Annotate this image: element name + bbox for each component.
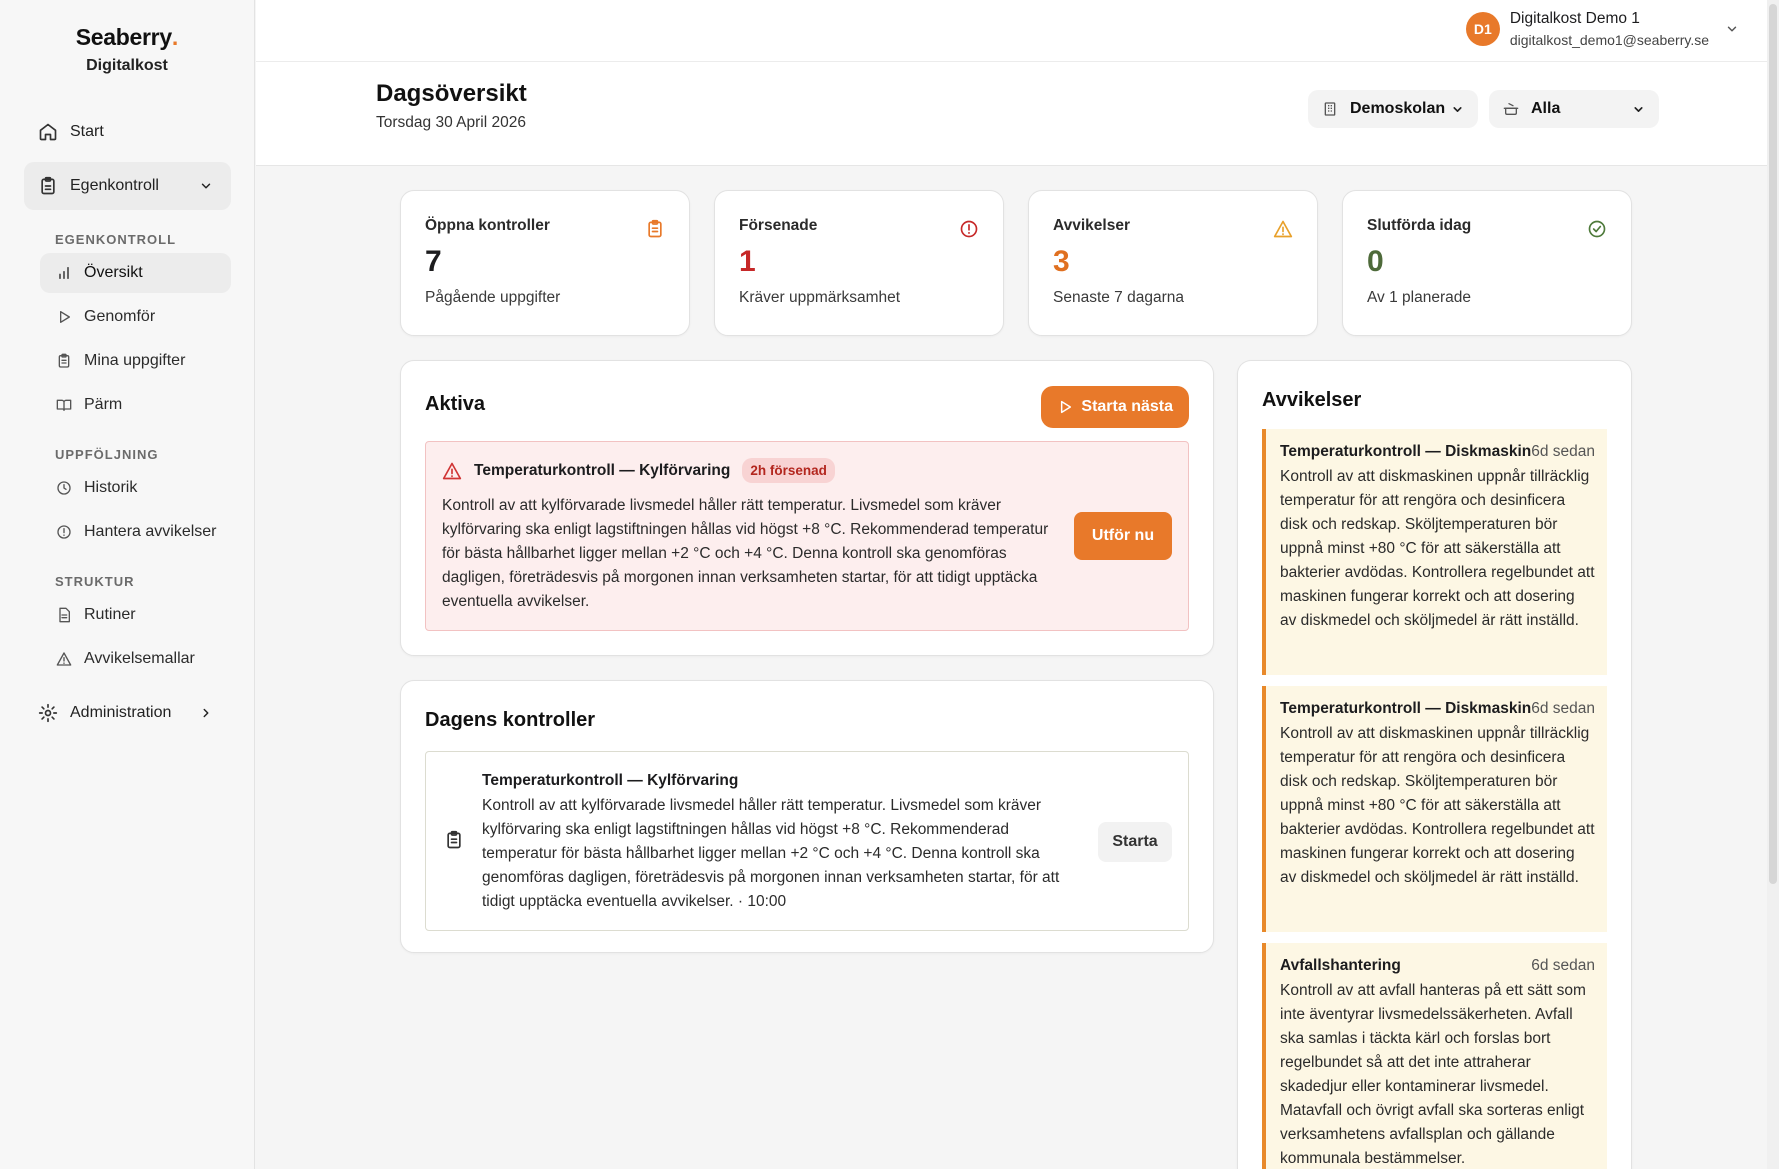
sidebar-item-genomfor[interactable] xyxy=(40,297,231,337)
stat-value: 3 xyxy=(1053,245,1070,278)
clock-icon xyxy=(56,480,72,496)
active-section xyxy=(400,360,1214,656)
scrollbar-thumb[interactable] xyxy=(1769,4,1777,884)
nav-section-egenkontroll: EGENKONTROLL xyxy=(55,232,177,247)
sidebar-item-label: Administration xyxy=(70,704,172,721)
page-title: Dagsöversikt xyxy=(376,80,527,107)
sidebar-item-label: Avvikelsemallar xyxy=(84,650,195,667)
deviation-title: Temperaturkontroll — Diskmaskin xyxy=(1280,443,1532,460)
chevron-down-icon xyxy=(1451,103,1464,116)
deviation-time: 6d sedan xyxy=(1531,700,1595,717)
todays-controls-section xyxy=(400,680,1214,953)
sidebar-item-oversikt[interactable] xyxy=(40,253,231,293)
scrollbar[interactable] xyxy=(1767,0,1779,1169)
topbar xyxy=(256,0,1779,62)
bar-chart-icon xyxy=(56,265,72,281)
stat-card-deviations xyxy=(1028,190,1318,336)
clipboard-icon xyxy=(645,219,665,239)
overdue-task-card xyxy=(425,441,1189,631)
page-date: Torsdag 30 April 2026 xyxy=(376,114,526,131)
stat-label: Slutförda idag xyxy=(1367,217,1472,234)
check-circle-icon xyxy=(1587,219,1607,239)
user-menu[interactable] xyxy=(1466,10,1739,48)
sidebar-item-label: Översikt xyxy=(84,264,143,281)
stat-card-overdue xyxy=(714,190,1004,336)
sidebar-item-egenkontroll[interactable] xyxy=(24,162,231,210)
overdue-task-description: Kontroll av att kylförvarade livsmedel håller rätt temperatur. Livsmedel som kräver kylförvaring ska enligt lagstiftningen hållas vid högst +8 °C. Rekommenderad temperatur för bästa hållbarhet ligger mellan +2 °C och +4 °C. Denna kontroll ska genomföras dagligen, företrädesvis på morgonen innan verksamheten startar, för att tidigt upptäcka eventuella avvikelser. xyxy=(442,497,1049,610)
sidebar-item-historik[interactable] xyxy=(40,468,231,508)
chevron-down-icon xyxy=(1632,103,1645,116)
section-title: Aktiva xyxy=(425,393,486,415)
gear-icon xyxy=(38,703,58,723)
stat-subtitle: Av 1 planerade xyxy=(1367,289,1471,306)
section-title: Dagens kontroller xyxy=(425,709,596,731)
sidebar-item-avvikelsemallar[interactable] xyxy=(40,639,231,679)
warning-icon xyxy=(442,461,462,481)
stat-subtitle: Pågående uppgifter xyxy=(425,289,561,306)
sidebar-item-label: Historik xyxy=(84,479,138,496)
deviation-item[interactable] xyxy=(1262,686,1607,932)
section-title: Avvikelser xyxy=(1262,389,1362,411)
alert-circle-icon xyxy=(959,219,979,239)
brand-subtitle: Digitalkost xyxy=(86,57,168,74)
user-name: Digitalkost Demo 1 xyxy=(1509,10,1640,27)
cooking-pot-icon xyxy=(1503,101,1519,117)
chevron-right-icon xyxy=(199,706,213,720)
clipboard-list-icon xyxy=(56,353,72,369)
stat-value: 7 xyxy=(425,245,442,278)
kitchen-select[interactable] xyxy=(1489,90,1659,128)
brand[interactable] xyxy=(0,0,254,75)
overdue-badge: 2h försenad xyxy=(742,458,835,483)
sidebar-item-start[interactable] xyxy=(24,112,231,152)
book-open-icon xyxy=(56,397,72,413)
sidebar-item-label: Egenkontroll xyxy=(70,177,159,194)
building-icon xyxy=(1322,101,1338,117)
school-select[interactable] xyxy=(1308,90,1478,128)
deviation-time: 6d sedan xyxy=(1531,443,1595,460)
warning-icon xyxy=(1273,219,1293,239)
stat-subtitle: Kräver uppmärksamhet xyxy=(739,289,901,306)
user-email: digitalkost_demo1@seaberry.se xyxy=(1509,32,1709,48)
stat-label: Försenade xyxy=(739,217,818,234)
sidebar-item-label: Start xyxy=(70,123,104,140)
deviation-item[interactable] xyxy=(1262,429,1607,675)
deviation-title: Temperaturkontroll — Diskmaskin xyxy=(1280,700,1532,717)
deviation-description: Kontroll av att diskmaskinen uppnår tillräcklig temperatur för att rengöra och desinficera disk och redskap. Sköljtemperaturen bör uppnå minst +80 °C för att säkerställa att bakterier avdödas. Kontrollera regelbundet att maskinen fungerar korrekt och att dosering av diskmedel och sköljmedel är rätt inställd. xyxy=(1280,725,1595,886)
stat-card-completed xyxy=(1342,190,1632,336)
sidebar-item-administration[interactable] xyxy=(24,693,231,733)
warning-icon xyxy=(56,651,72,667)
nav-section-struktur: STRUKTUR xyxy=(55,574,135,589)
stat-subtitle: Senaste 7 dagarna xyxy=(1053,289,1184,306)
sidebar xyxy=(0,0,255,1169)
sidebar-item-label: Rutiner xyxy=(84,606,136,623)
deviation-item[interactable] xyxy=(1262,943,1607,1169)
deviations-panel xyxy=(1237,360,1632,1169)
deviation-time: 6d sedan xyxy=(1531,957,1595,974)
kitchen-select-value: Alla xyxy=(1531,100,1561,117)
avatar: D1 xyxy=(1466,12,1500,46)
brand-name: Seaberry xyxy=(75,24,172,50)
task-description: Kontroll av att kylförvarade livsmedel håller rätt temperatur. Livsmedel som kräver kylförvaring ska enligt lagstiftningen hållas vid högst +8 °C. Rekommenderad temperatur för bästa hållbarhet ligger mellan +2 °C och +4 °C. Denna kontroll ska genomföras dagligen, företrädesvis på morgonen innan verksamheten startar, för att tidigt upptäcka eventuella avvikelser. · 10:00 xyxy=(482,797,1060,910)
deviation-title: Avfallshantering xyxy=(1280,957,1401,974)
page-header xyxy=(256,62,1779,166)
start-next-label: Starta nästa xyxy=(1081,398,1173,415)
list-item[interactable] xyxy=(425,751,1189,931)
task-title: Temperaturkontroll — Kylförvaring xyxy=(482,772,739,789)
chevron-down-icon xyxy=(199,179,213,193)
chevron-down-icon xyxy=(1725,22,1739,36)
perform-now-button[interactable]: Utför nu xyxy=(1074,512,1172,560)
school-select-value: Demoskolan xyxy=(1350,100,1446,117)
stat-card-open xyxy=(400,190,690,336)
alert-circle-icon xyxy=(56,524,72,540)
deviation-description: Kontroll av att diskmaskinen uppnår tillräcklig temperatur för att rengöra och desinficera disk och redskap. Sköljtemperaturen bör uppnå minst +80 °C för att säkerställa att bakterier avdödas. Kontrollera regelbundet att maskinen fungerar korrekt och att dosering av diskmedel och sköljmedel är rätt inställd. xyxy=(1280,468,1595,629)
sidebar-item-rutiner[interactable] xyxy=(40,595,231,635)
stat-label: Öppna kontroller xyxy=(425,217,550,234)
stat-label: Avvikelser xyxy=(1053,217,1130,234)
clipboard-list-icon xyxy=(444,830,464,850)
stat-value: 1 xyxy=(739,245,756,278)
sidebar-item-label: Mina uppgifter xyxy=(84,352,186,369)
sidebar-item-parm[interactable] xyxy=(40,385,231,425)
sidebar-nav xyxy=(0,112,255,733)
brand-dot: . xyxy=(171,24,179,50)
sidebar-item-label: Genomför xyxy=(84,308,156,325)
sidebar-item-mina-uppgifter[interactable] xyxy=(40,341,231,381)
deviation-description: Kontroll av att avfall hanteras på ett sätt som inte äventyrar livsmedelssäkerheten. Avfall ska samlas i täckta kärl och forslas bort regelbundet så att det inte attraherar skadedjur eller kontaminerar livsmedel. Matavfall och övrigt avfall ska sorteras enligt verksamhetens avfallsplan och gällande kommunala bestämmelser. xyxy=(1280,982,1586,1167)
home-icon xyxy=(38,122,58,142)
clipboard-icon xyxy=(38,176,58,196)
sidebar-item-hantera-avvikelser[interactable] xyxy=(40,512,231,552)
start-task-button[interactable]: Starta xyxy=(1098,822,1172,862)
file-text-icon xyxy=(56,607,72,623)
play-icon xyxy=(1057,399,1073,415)
sidebar-item-label: Pärm xyxy=(84,396,123,413)
sidebar-item-label: Hantera avvikelser xyxy=(84,523,217,540)
play-icon xyxy=(56,309,72,325)
stat-value: 0 xyxy=(1367,245,1384,278)
start-next-button[interactable] xyxy=(1041,386,1189,428)
nav-section-uppfoljning: UPPFÖLJNING xyxy=(55,447,159,462)
overdue-task-title: Temperaturkontroll — Kylförvaring xyxy=(474,461,731,479)
